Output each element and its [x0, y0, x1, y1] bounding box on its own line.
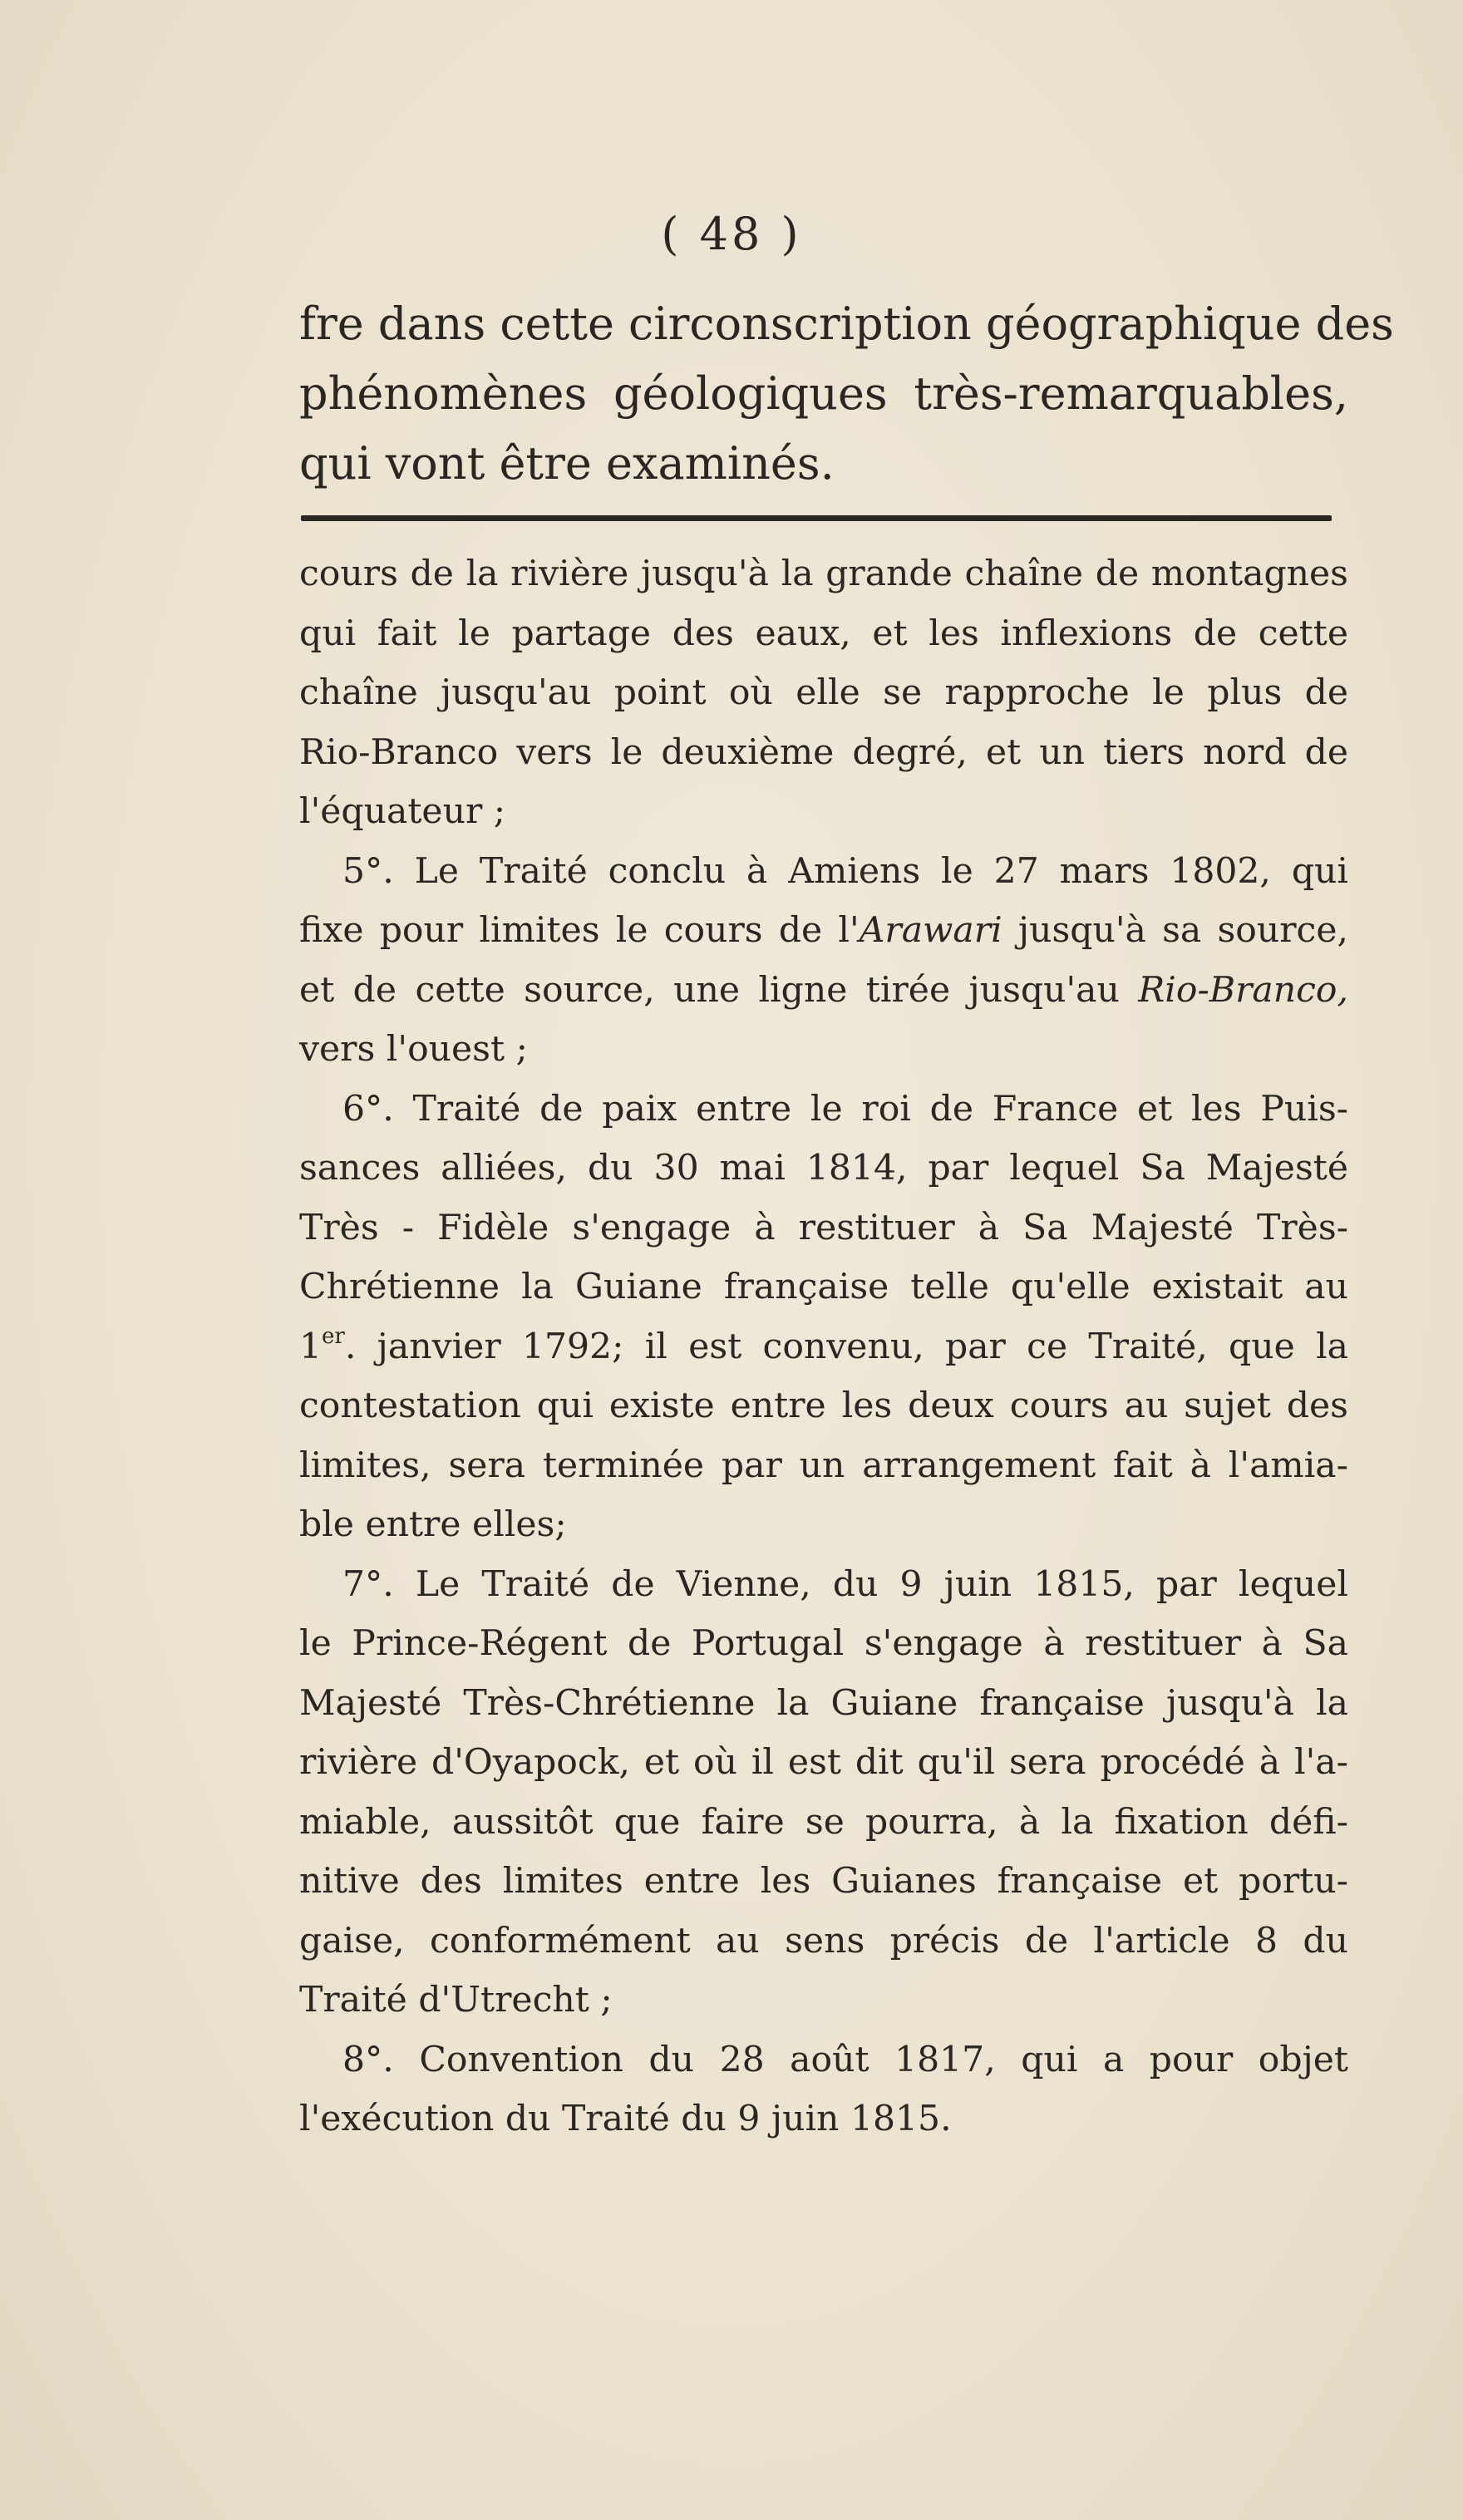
text-line: qui fait le partage des eaux, et les inflexions de cette: [299, 613, 1348, 654]
text-line: ble entre elles;: [299, 1504, 567, 1545]
text-line: nitive des limites entre les Guianes française et portu-: [299, 1861, 1348, 1902]
text-line: et de cette source, une ligne tirée jusqu'au Rio-Branco,: [299, 969, 1348, 1011]
text-line: limites, sera terminée par un arrangement fait à l'amia-: [299, 1445, 1348, 1486]
text-line: Rio-Branco vers le deuxième degré, et un tiers nord de: [299, 731, 1348, 773]
lower-text-block: [299, 544, 1348, 2149]
superscript-er: er: [322, 1323, 345, 1349]
paragraph-7-start: 7°. Le Traité de Vienne, du 9 juin 1815, par lequel: [342, 1563, 1348, 1605]
text-line: phénomènes géologiques très-remarquables,: [299, 367, 1348, 420]
paragraph-6-start: 6°. Traité de paix entre le roi de France et les Puis-: [342, 1088, 1348, 1130]
paragraph-8-start: 8°. Convention du 28 août 1817, qui a pour objet: [342, 2039, 1348, 2080]
text-line: Majesté Très-Chrétienne la Guiane française jusqu'à la: [299, 1682, 1348, 1724]
text-line: vers l'ouest ;: [299, 1029, 528, 1070]
text-line: l'exécution du Traité du 9 juin 1815.: [299, 2099, 952, 2139]
text-line: sances alliées, du 30 mai 1814, par lequel Sa Majesté: [299, 1148, 1348, 1189]
text-line: Très - Fidèle s'engage à restituer à Sa Majesté Très-: [299, 1207, 1348, 1248]
text-line: Chrétienne la Guiane française telle qu'elle existait au: [299, 1267, 1348, 1307]
horizontal-rule: [301, 515, 1332, 521]
text-line: le Prince-Régent de Portugal s'engage à restituer à Sa: [299, 1623, 1348, 1664]
text-line: fixe pour limites le cours de l'Arawari jusqu'à sa source,: [299, 910, 1349, 951]
text-line: chaîne jusqu'au point où elle se rapproche le plus de: [299, 672, 1348, 713]
page-number: ( 48 ): [661, 208, 802, 260]
text-line: Traité d'Utrecht ;: [299, 1980, 613, 2020]
text-line: miable, aussitôt que faire se pourra, à la fixation défi-: [299, 1801, 1348, 1843]
text-line: 1er. janvier 1792; il est convenu, par ce Traité, que la: [299, 1323, 1348, 1367]
text-line: cours de la rivière jusqu'à la grande chaîne de montagnes: [299, 554, 1348, 594]
text-line: qui vont être examinés.: [299, 437, 835, 490]
place-name-arawari: Arawari: [859, 910, 1002, 951]
text-line: contestation qui existe entre les deux cours au sujet des: [299, 1386, 1348, 1426]
place-name-rio-branco: Rio-Branco,: [1138, 969, 1348, 1011]
upper-text-block: [299, 289, 1394, 499]
text-line: gaise, conformément au sens précis de l'article 8 du: [299, 1920, 1348, 1961]
text-line: fre dans cette circonscription géographique des: [299, 298, 1394, 350]
paragraph-5-start: 5°. Le Traité conclu à Amiens le 27 mars 1802, qui: [342, 850, 1348, 892]
text-line: l'équateur ;: [299, 791, 506, 832]
text-line: rivière d'Oyapock, et où il est dit qu'il sera procédé à l'a-: [299, 1742, 1348, 1783]
